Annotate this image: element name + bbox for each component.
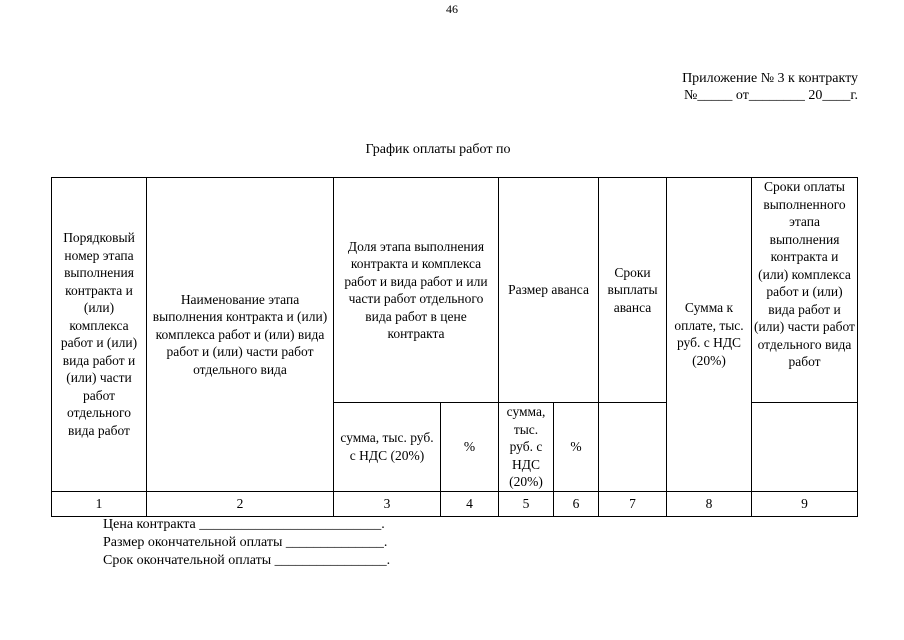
subheader-share-percent: % <box>441 403 499 492</box>
header-advance-size: Размер аванса <box>499 178 599 403</box>
column-number: 3 <box>334 491 441 516</box>
appendix-line-2: №_____ от________ 20____г. <box>684 88 858 103</box>
subheader-payment-terms-empty <box>752 403 858 492</box>
final-payment-term-line: Срок окончательной оплаты ________________. <box>103 553 391 568</box>
column-number: 1 <box>52 491 147 516</box>
column-number: 2 <box>147 491 334 516</box>
header-advance-terms: Сроки выплаты аванса <box>599 178 667 403</box>
contract-price-line: Цена контракта __________________________. <box>103 517 385 532</box>
header-stage-name: Наименование этапа выполнения контракта и (или) комплекса работ и (или) вида работ и (или) части работ отдельного вида <box>147 178 334 492</box>
column-number: 6 <box>554 491 599 516</box>
appendix-header <box>682 70 858 104</box>
column-number: 5 <box>499 491 554 516</box>
appendix-line-1: Приложение № 3 к контракту <box>682 71 858 86</box>
header-stage-share: Доля этапа выполнения контракта и комплекса работ и вида работ и или части работ отдельного вида работ в цене контракта <box>334 178 499 403</box>
column-number: 8 <box>667 491 752 516</box>
header-payment-terms: Сроки оплаты выполненного этапа выполнения контракта и (или) комплекса работ и (или) вида работ и (или) части работ отдельного вида работ <box>752 178 858 403</box>
column-number: 4 <box>441 491 499 516</box>
column-number: 9 <box>752 491 858 516</box>
header-stage-number: Порядковый номер этапа выполнения контракта и (или) комплекса работ и (или) вида работ и (или) части работ отдельного вида работ <box>52 178 147 492</box>
subheader-advance-percent: % <box>554 403 599 492</box>
footer-lines <box>103 516 390 570</box>
page-number: 46 <box>446 2 458 16</box>
subheader-share-sum: сумма, тыс. руб. с НДС (20%) <box>334 403 441 492</box>
subheader-advance-terms-empty <box>599 403 667 492</box>
final-payment-size-line: Размер окончательной оплаты ______________. <box>103 535 388 550</box>
header-payment-amount: Сумма к оплате, тыс. руб. с НДС (20%) <box>667 178 752 492</box>
subheader-advance-sum: сумма, тыс. руб. с НДС (20%) <box>499 403 554 492</box>
schedule-title: График оплаты работ по <box>365 142 511 157</box>
payment-schedule-table <box>51 177 858 517</box>
column-number: 7 <box>599 491 667 516</box>
